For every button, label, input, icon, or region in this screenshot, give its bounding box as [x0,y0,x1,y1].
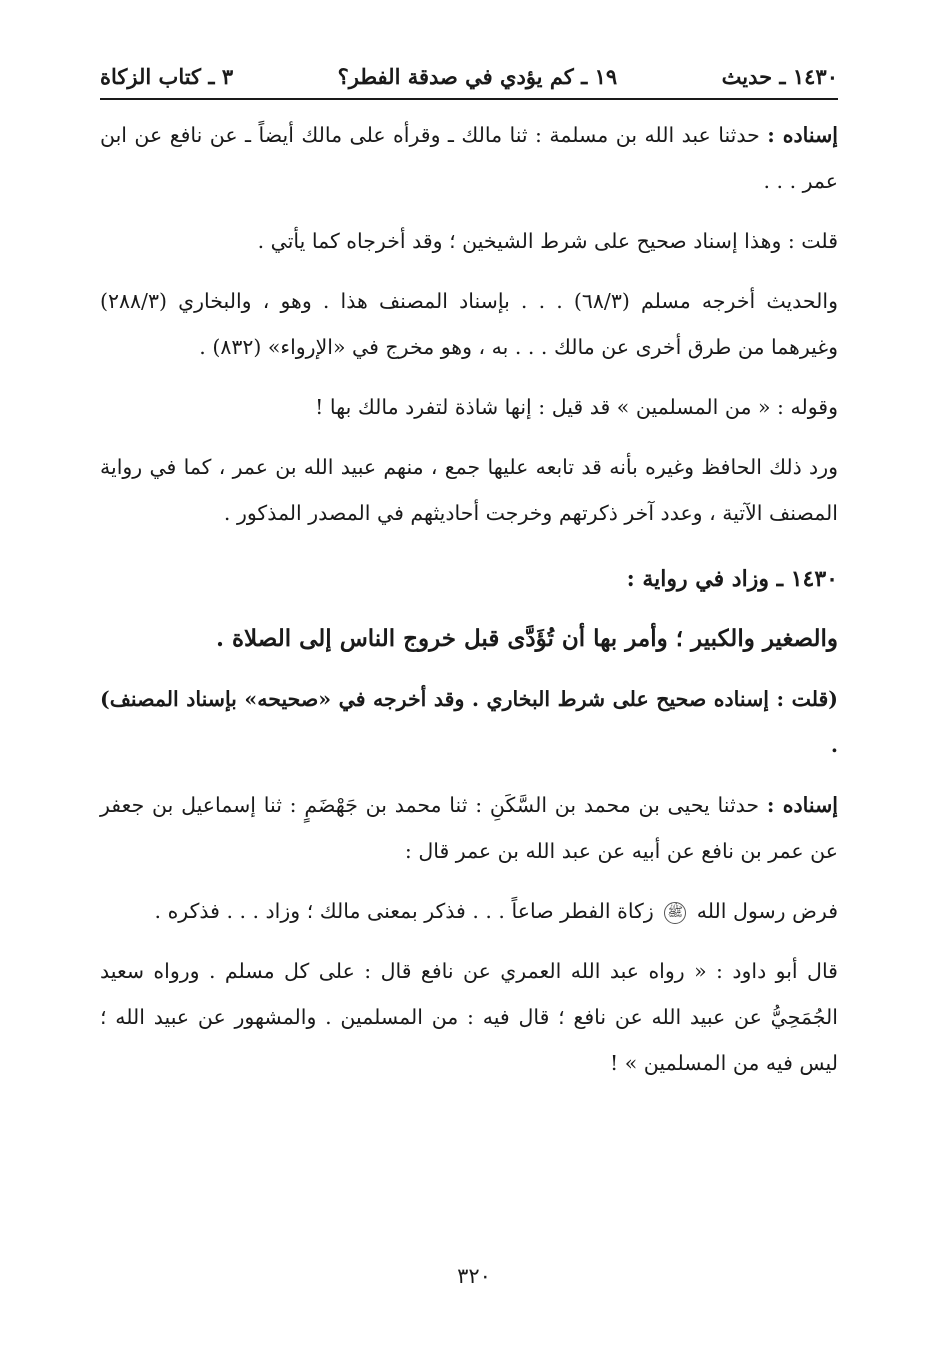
salutation-icon: ﷺ [664,902,686,924]
comment-paragraph-2: وقوله : « من المسلمين » قد قيل : إنها شاذة لتفرد مالك بها ! [315,395,838,419]
spacer [100,662,838,676]
hadith-number-heading: ١٤٣٠ ـ وزاد في رواية : [626,566,838,592]
header-chapter: ٣ ـ كتاب الزكاة [100,63,234,89]
isnad-paragraph-2 [100,782,838,874]
comment-paragraph-1: قلت : وهذا إسناد صحيح على شرط الشيخين ؛ وقد أخرجاه كما يأتي . [257,229,838,253]
spacer [100,768,838,782]
takhrij-paragraph: والحديث أخرجه مسلم (٦٨/٣) . . . بإسناد المصنف هذا . وهو ، والبخاري (٢٨٨/٣) وغيرهما من طرق أخرى عن مالك . . . به ، وهو مخرج في «الإرواء» (٨٣٢) . [100,289,838,359]
spacer [100,874,838,888]
spacer [100,370,838,384]
header-section: ١٩ ـ كم يؤدي في صدقة الفطر؟ [337,63,618,89]
running-header [100,58,838,94]
comment-paragraph-3: ورد ذلك الحافظ وغيره بأنه قد تابعه عليها جمع ، منهم عبيد الله بن عمر ، كما في رواية المصنف الآتية ، وعدد آخر ذكرتهم وخرجت أحاديثهم في المصدر المذكور . [100,455,838,525]
page-number: ٣٢٠ [457,1264,491,1288]
spacer [100,264,838,278]
isnad-text-1: حدثنا عبد الله بن مسلمة : ثنا مالك ـ وقرأه على مالك أيضاً ـ عن نافع عن ابن عمر . . . [100,123,838,193]
isnad-paragraph-1 [100,112,838,204]
page-body [100,112,838,1086]
isnad-text-2: حدثنا يحيى بن محمد بن السَّكَنِ : ثنا محمد بن جَهْضَمٍ : ثنا إسماعيل بن جعفر عن عمر بن نافع عن أبيه عن عبد الله بن عمر قال : [100,793,838,863]
spacer [100,430,838,444]
grading-note: (قلت : إسناده صحيح على شرط البخاري . وقد أخرجه في «صحيحه» بإسناد المصنف) . [100,687,838,757]
spacer [100,536,838,556]
abu-dawud-comment: قال أبو داود : « رواه عبد الله العمري عن نافع قال : على كل مسلم . ورواه سعيد الجُمَحِيُّ عن عبيد الله عن نافع ؛ قال فيه : من المسلمين . والمشهور عن عبيد الله ؛ ليس فيه من المسلمين » ! [100,959,838,1075]
matn-text-b: زكاة الفطر صاعاً . . . فذكر بمعنى مالك ؛ وزاد . . . فذكره . [154,899,654,923]
matn-text-a: فرض رسول الله [696,899,838,923]
header-divider [100,98,838,100]
matn-paragraph [100,888,838,934]
header-hadith: ١٤٣٠ ـ حديث [721,63,838,89]
isnad-label-1: إسناده : [767,123,838,147]
spacer [100,934,838,948]
isnad-label-2: إسناده : [766,793,838,817]
spacer [100,602,838,616]
spacer [100,204,838,218]
hadith-text: والصغير والكبير ؛ وأمر بها أن تُؤَدَّى قبل خروج الناس إلى الصلاة . [215,625,838,652]
